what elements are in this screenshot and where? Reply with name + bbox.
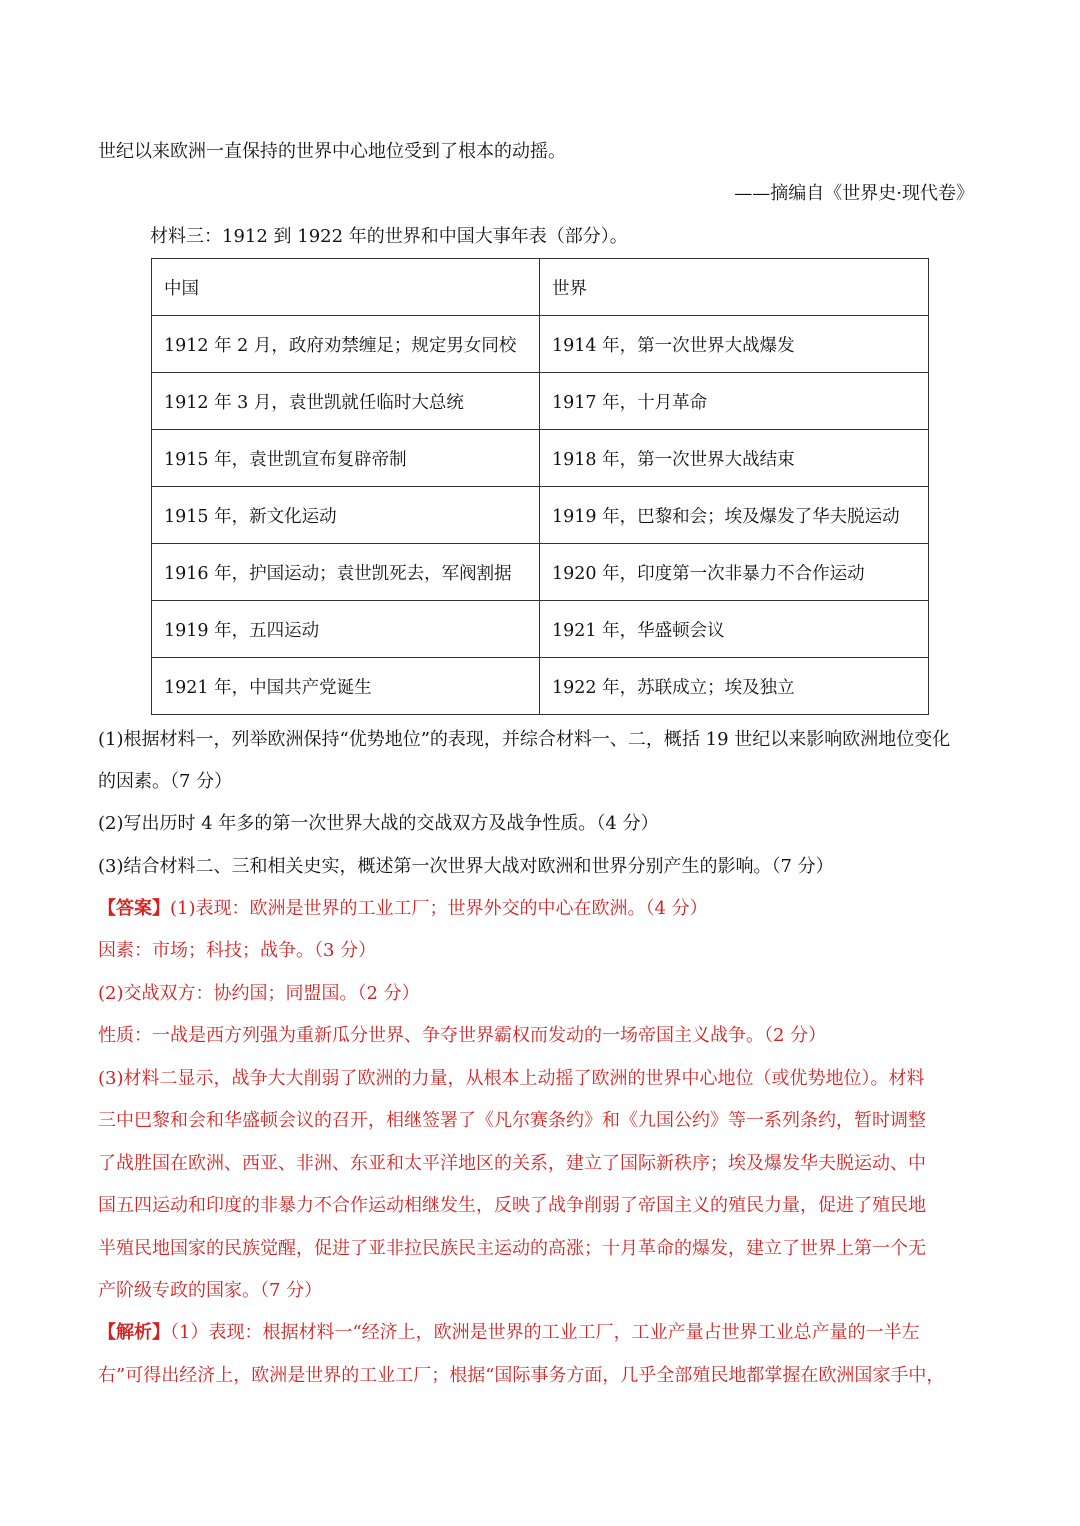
answer-3-line: 半殖民地国家的民族觉醒，促进了亚非拉民族民主运动的高涨；十月革命的爆发，建立了世界上第一个无 [98, 1238, 926, 1259]
cell-china: 1919 年，五四运动 [152, 601, 540, 658]
answer-3-line: (3)材料二显示，战争大大削弱了欧洲的力量，从根本上动摇了欧洲的世界中心地位（或优势地位）。材料 [98, 1068, 925, 1089]
answer-3-line: 产阶级专政的国家。（7 分） [98, 1280, 323, 1301]
source-citation: ——摘编自《世界史·现代卷》 [734, 183, 974, 204]
table-row [152, 487, 929, 544]
answer-3-line: 了战胜国在欧洲、西亚、非洲、东亚和太平洋地区的关系，建立了国际新秩序；埃及爆发华夫脱运动、中 [98, 1153, 926, 1174]
answer-1-text: (1)表现：欧洲是世界的工业工厂；世界外交的中心在欧洲。（4 分） [170, 898, 708, 919]
table-row [152, 316, 929, 373]
analysis-line-1-text: （1）表现：根据材料一“经济上，欧洲是世界的工业工厂，工业产量占世界工业总产量的一半左 [170, 1322, 920, 1343]
question-2: (2)写出历时 4 年多的第一次世界大战的交战双方及战争性质。（4 分） [98, 813, 659, 834]
cell-china: 1915 年，袁世凯宣布复辟帝制 [152, 430, 540, 487]
cell-china: 1921 年，中国共产党诞生 [152, 658, 540, 715]
table-row [152, 544, 929, 601]
cell-world: 1918 年，第一次世界大战结束 [540, 430, 929, 487]
cell-china: 1916 年，护国运动；袁世凯死去，军阀割据 [152, 544, 540, 601]
analysis-label: 【解析】 [98, 1322, 170, 1343]
answer-2: (2)交战双方：协约国；同盟国。（2 分） [98, 983, 420, 1004]
analysis-line-1 [98, 1321, 982, 1345]
table-row [152, 430, 929, 487]
table-header-row [152, 259, 929, 316]
cell-world: 1922 年，苏联成立；埃及独立 [540, 658, 929, 715]
intro-line: 世纪以来欧洲一直保持的世界中心地位受到了根本的动摇。 [98, 141, 566, 162]
question-1-line-2: 的因素。（7 分） [98, 771, 233, 792]
answer-1-factors: 因素：市场；科技；战争。（3 分） [98, 940, 377, 961]
table-row [152, 601, 929, 658]
analysis-line-2: 右”可得出经济上，欧洲是世界的工业工厂；根据“国际事务方面，几乎全部殖民地都掌握在欧洲国家手中， [98, 1365, 945, 1386]
answer-label: 【答案】 [98, 898, 170, 919]
table-row [152, 658, 929, 715]
events-table [151, 258, 929, 715]
answer-3-line: 国五四运动和印度的非暴力不合作运动相继发生，反映了战争削弱了帝国主义的殖民力量，促进了殖民地 [98, 1195, 926, 1216]
table-row [152, 373, 929, 430]
cell-world: 1921 年，华盛顿会议 [540, 601, 929, 658]
cell-world: 1917 年，十月革命 [540, 373, 929, 430]
cell-world: 1920 年，印度第一次非暴力不合作运动 [540, 544, 929, 601]
answer-3-line: 三中巴黎和会和华盛顿会议的召开，相继签署了《凡尔赛条约》和《九国公约》等一系列条约，暂时调整 [98, 1110, 926, 1131]
header-china: 中国 [152, 259, 540, 316]
question-1-line-1: (1)根据材料一，列举欧洲保持“优势地位”的表现，并综合材料一、二，概括 19 世纪以来影响欧洲地位变化 [98, 729, 951, 750]
cell-world: 1919 年，巴黎和会；埃及爆发了华夫脱运动 [540, 487, 929, 544]
cell-china: 1912 年 2 月，政府劝禁缠足；规定男女同校 [152, 316, 540, 373]
cell-china: 1912 年 3 月，袁世凯就任临时大总统 [152, 373, 540, 430]
header-world: 世界 [540, 259, 929, 316]
cell-world: 1914 年，第一次世界大战爆发 [540, 316, 929, 373]
answer-2-nature: 性质：一战是西方列强为重新瓜分世界、争夺世界霸权而发动的一场帝国主义战争。（2 分） [98, 1025, 827, 1046]
answer-1 [98, 897, 982, 921]
cell-china: 1915 年，新文化运动 [152, 487, 540, 544]
question-3: (3)结合材料二、三和相关史实，概述第一次世界大战对欧洲和世界分别产生的影响。（7 分） [98, 856, 834, 877]
material-three-heading: 材料三：1912 到 1922 年的世界和中国大事年表（部分）。 [150, 226, 628, 247]
